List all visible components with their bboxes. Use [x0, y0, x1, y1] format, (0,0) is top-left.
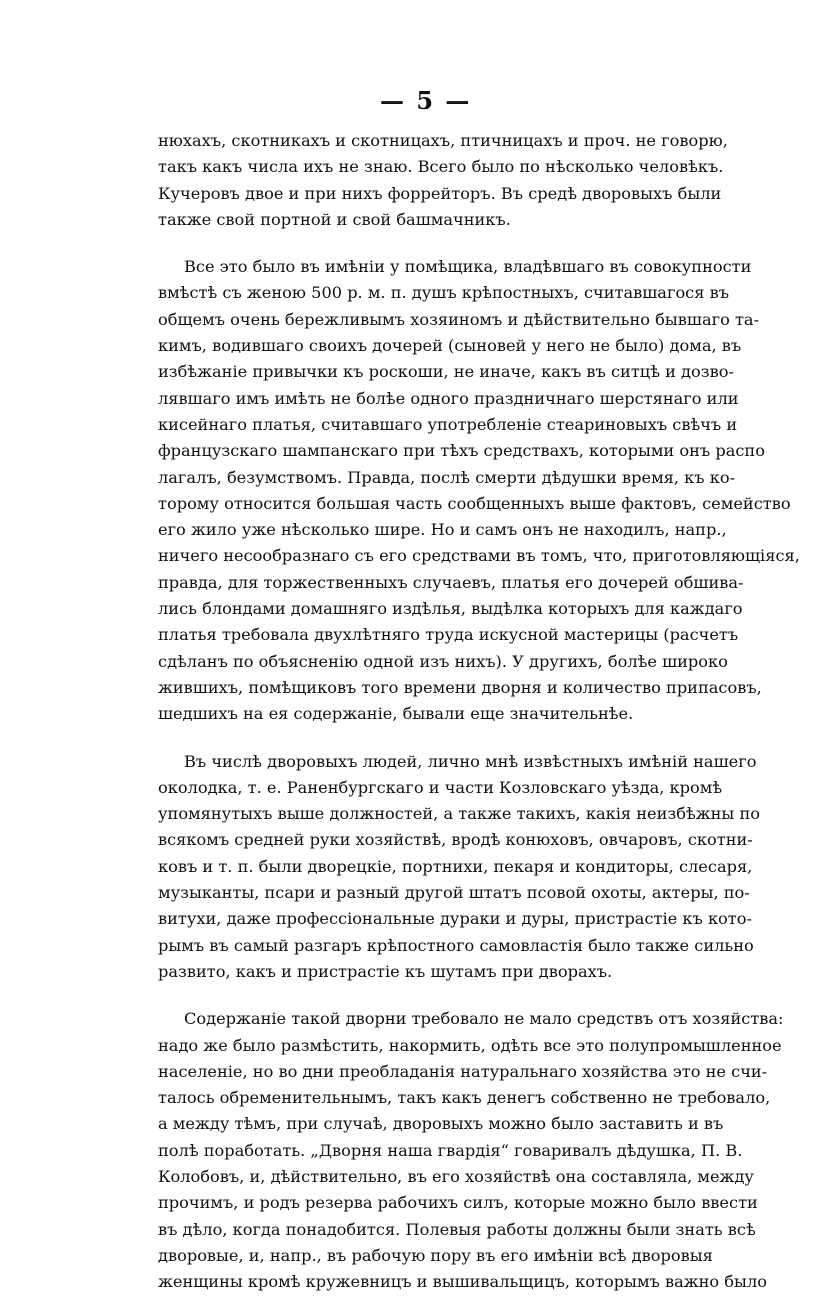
text-line: избѣжаніе привычки къ роскоши, не иначе, какъ въ ситцѣ и дозво-	[158, 362, 734, 382]
text-line: въ дѣло, когда понадобится. Полевыя работы должны были знать всѣ	[158, 1219, 756, 1239]
text-line: правда, для торжественныхъ случаевъ, платья его дочерей обшива-	[158, 572, 744, 592]
body-text	[158, 128, 800, 1316]
text-line: Все это было въ имѣніи у помѣщика, владѣвшаго въ совокупности	[184, 257, 752, 277]
text-line: населеніе, но во дни преобладанія натуральнаго хозяйства это не счи-	[158, 1061, 768, 1081]
text-line: ковъ и т. п. были дворецкіе, портнихи, пекаря и кондиторы, слесаря,	[158, 856, 753, 876]
text-line: рымъ въ самый разгаръ крѣпостного самовластія было также сильно	[158, 935, 754, 955]
text-line: ничего несообразнаго съ его средствами въ томъ, что, приготовляющіяся,	[158, 546, 800, 566]
text-line: Содержаніе такой дворни требовало не мало средствъ отъ хозяйства:	[184, 1009, 784, 1029]
text-line: лись блондами домашняго издѣлья, выдѣлка которыхъ для каждаго	[158, 599, 743, 619]
text-line: полѣ поработать. „Дворня наша гвардія“ говаривалъ дѣдушка, П. В.	[158, 1140, 743, 1160]
text-line: прочимъ, и родъ резерва рабочихъ силъ, которые можно было ввести	[158, 1193, 758, 1213]
text-line: французскаго шампанскаго при тѣхъ средствахъ, которыми онъ распо	[158, 441, 765, 461]
text-line: а между тѣмъ, при случаѣ, дворовыхъ можно было заставить и въ	[158, 1114, 724, 1134]
text-line: околодка, т. е. Раненбургскаго и части Козловскаго уѣзда, кромѣ	[158, 777, 723, 797]
text-line: упомянутыхъ выше должностей, а также такихъ, какія неизбѣжны по	[158, 804, 760, 824]
text-line: также свой портной и свой башмачникъ.	[158, 209, 511, 229]
text-line: Кучеровъ двое и при нихъ форрейторъ. Въ средѣ дворовыхъ были	[158, 183, 722, 203]
text-line: жившихъ, помѣщиковъ того времени дворня и количество припасовъ,	[158, 677, 762, 697]
page-number: — 5 —	[380, 86, 472, 115]
text-line: кимъ, водившаго своихъ дочерей (сыновей у него не было) дома, въ	[158, 336, 742, 356]
text-line: шедшихъ на ея содержаніе, бывали еще значительнѣе.	[158, 704, 634, 724]
text-line: всякомъ средней руки хозяйствѣ, вродѣ конюховъ, овчаровъ, скотни-	[158, 830, 753, 850]
text-line: сдѣланъ по объясненію одной изъ нихъ). У другихъ, болѣе широко	[158, 651, 728, 671]
paragraph	[158, 1006, 784, 1295]
paragraph	[158, 749, 760, 986]
text-line: Колобовъ, и, дѣйствительно, въ его хозяйствѣ она составляла, между	[158, 1166, 754, 1186]
paragraph	[158, 128, 728, 233]
text-line: вмѣстѣ съ женою 500 р. м. п. душъ крѣпостныхъ, считавшагося въ	[158, 283, 730, 303]
text-line: его жило уже нѣсколько шире. Но и самъ онъ не находилъ, напр.,	[158, 520, 727, 540]
text-line: витухи, даже профессіональные дураки и дуры, пристрастіе къ кото-	[158, 909, 752, 929]
text-line: надо же было размѣстить, накормить, одѣть все это полупромышленное	[158, 1035, 782, 1055]
paragraph	[158, 254, 800, 727]
text-line: торому относится большая часть сообщенныхъ выше фактовъ, семейство	[158, 493, 791, 513]
text-line: Въ числѣ дворовыхъ людей, лично мнѣ извѣстныхъ имѣній нашего	[184, 751, 757, 771]
text-line: развито, какъ и пристрастіе къ шутамъ при дворахъ.	[158, 961, 613, 981]
text-line: нюхахъ, скотникахъ и скотницахъ, птичницахъ и проч. не говорю,	[158, 131, 728, 150]
text-line: такъ какъ числа ихъ не знаю. Всего было по нѣсколько человѣкъ.	[158, 157, 724, 177]
text-line: дворовые, и, напр., въ рабочую пору въ его имѣніи всѣ дворовыя	[158, 1245, 713, 1265]
text-line: музыканты, псари и разный другой штатъ псовой охоты, актеры, по-	[158, 883, 750, 903]
text-line: талось обременительнымъ, такъ какъ денегъ собственно не требовало,	[158, 1088, 771, 1108]
text-line: платья требовала двухлѣтняго труда искусной мастерицы (расчетъ	[158, 625, 739, 645]
text-line: женщины кромѣ кружевницъ и вышивальщицъ, которымъ важно было	[158, 1272, 767, 1292]
text-line: кисейнаго платья, считавшаго употребленіе стеариновыхъ свѣчъ и	[158, 414, 738, 434]
text-line: общемъ очень бережливымъ хозяиномъ и дѣйствительно бывшаго та-	[158, 309, 760, 329]
text-line: лявшаго имъ имѣть не болѣе одного праздничнаго шерстянаго или	[158, 388, 739, 408]
text-line: лагалъ, безумствомъ. Правда, послѣ смерти дѣдушки время, къ ко-	[158, 467, 736, 487]
